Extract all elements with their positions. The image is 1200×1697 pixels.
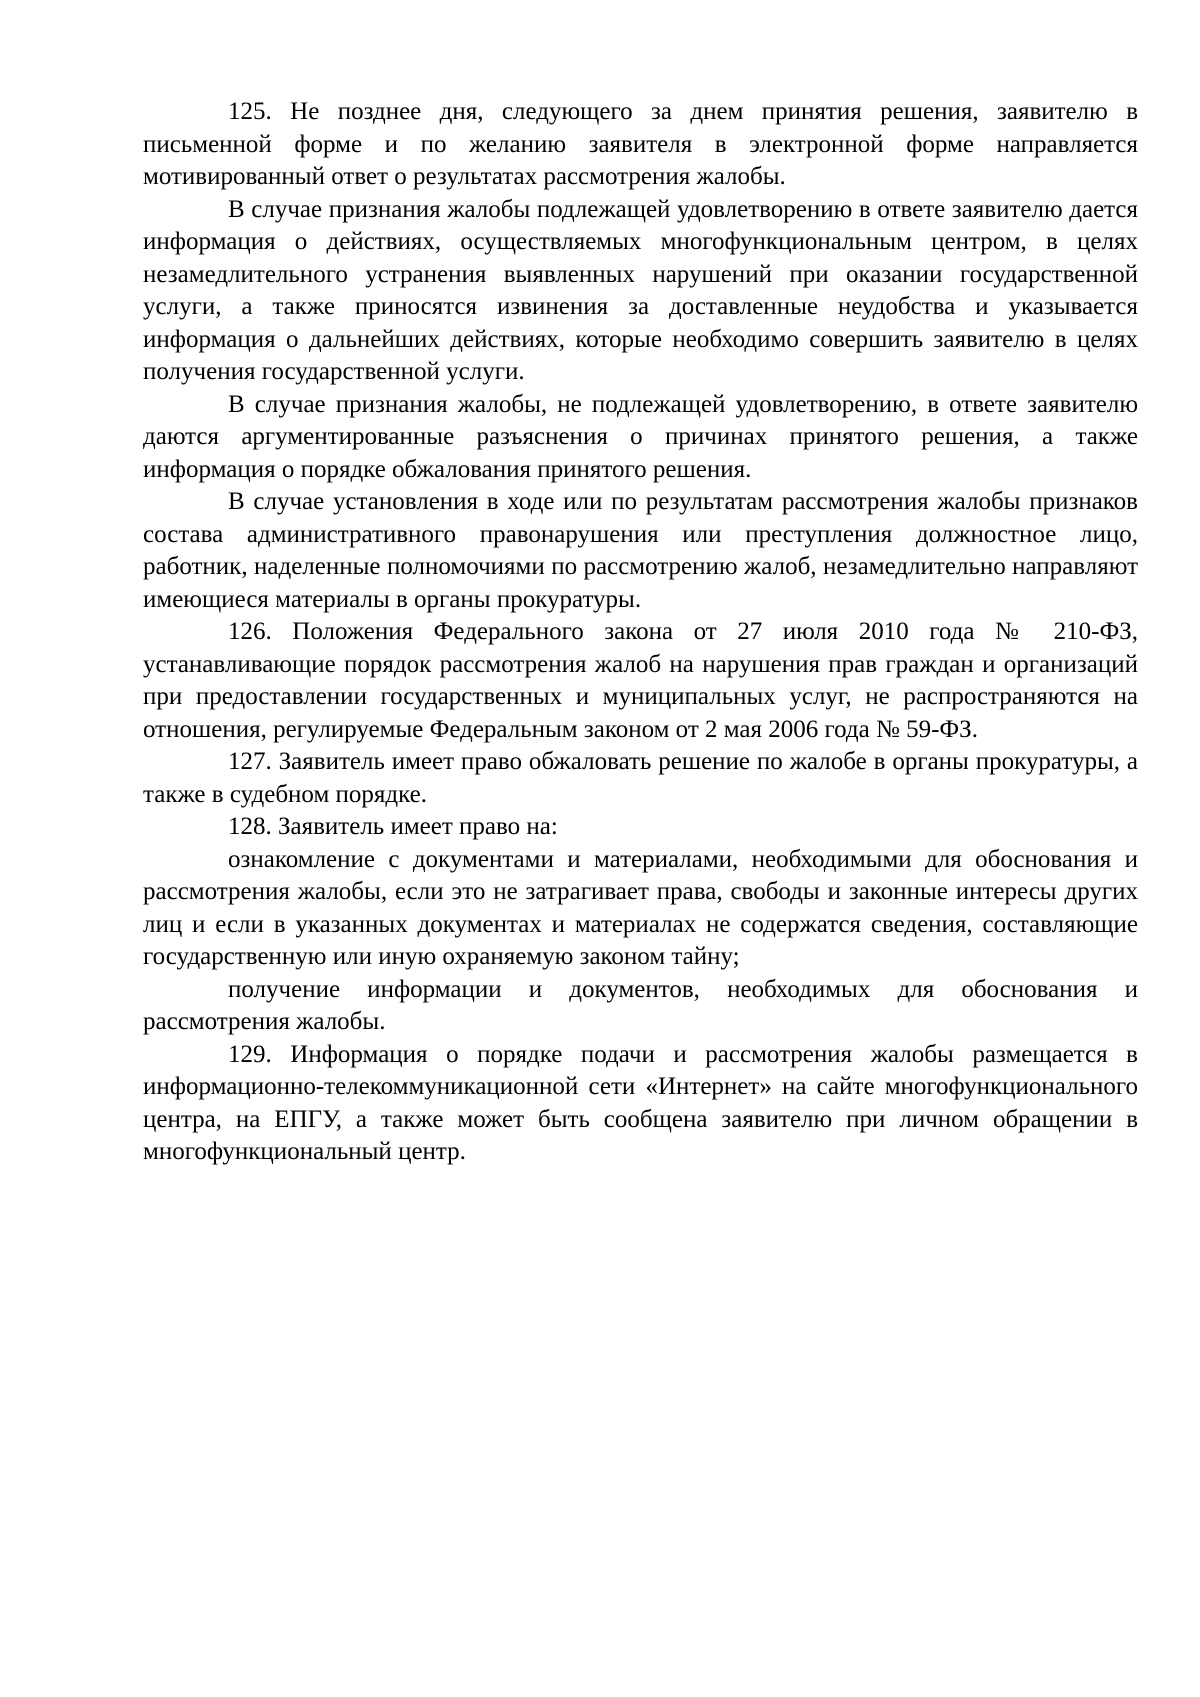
paragraph-right-information: получение информации и документов, необходимых для обоснования и рассмотрения жалобы. (143, 975, 1138, 1035)
paragraph-128: 128. Заявитель имеет право на: (228, 813, 558, 840)
paragraph-complaint-rejected: В случае признания жалобы, не подлежащей удовлетворению, в ответе заявителю даются аргументированные разъяснения о причинах принятого решения, а также информация о порядке обжалования принятого решения. (143, 390, 1138, 483)
paragraph-129: 129. Информация о порядке подачи и рассмотрения жалобы размещается в информационно-телекоммуникационной сети «Интернет» на сайте многофункционального центра, на ЕПГУ, а также может быть сообщена заявителю при личном обращении в многофункциональный центр. (143, 1040, 1138, 1165)
paragraph-complaint-satisfied: В случае признания жалобы подлежащей удовлетворению в ответе заявителю дается информация о действиях, осуществляемых многофункциональным центром, в целях незамедлительного устранения выявленных нарушений при оказании государственной услуги, а также приносятся извинения за доставленные неудобства и указывается информация о дальнейших действиях, которые необходимо совершить заявителю в целях получения государственной услуги. (143, 195, 1138, 385)
paragraph-125: 125. Не позднее дня, следующего за днем принятия решения, заявителю в письменной форме и по желанию заявителя в электронной форме направляется мотивированный ответ о результатах рассмотрения жалобы. (143, 98, 1138, 190)
paragraph-126: 126. Положения Федерального закона от 27 июля 2010 года № 210-ФЗ, устанавливающие порядок рассмотрения жалоб на нарушения прав граждан и организаций при предоставлении государственных и муниципальных услуг, не распространяются на отношения, регулируемые Федеральным законом от 2 мая 2006 года № 59-ФЗ. (143, 618, 1138, 743)
paragraph-127: 127. Заявитель имеет право обжаловать решение по жалобе в органы прокуратуры, а также в судебном порядке. (143, 748, 1138, 808)
document-page (143, 96, 1138, 1169)
paragraph-right-familiarization: ознакомление с документами и материалами, необходимыми для обоснования и рассмотрения жалобы, если это не затрагивает права, свободы и законные интересы других лиц и если в указанных документах и материалах не содержатся сведения, составляющие государственную или иную охраняемую законом тайну; (143, 845, 1138, 970)
paragraph-violation-found: В случае установления в ходе или по результатам рассмотрения жалобы признаков состава административного правонарушения или преступления должностное лицо, работник, наделенные полномочиями по рассмотрению жалоб, незамедлительно направляют имеющиеся материалы в органы прокуратуры. (143, 488, 1138, 613)
